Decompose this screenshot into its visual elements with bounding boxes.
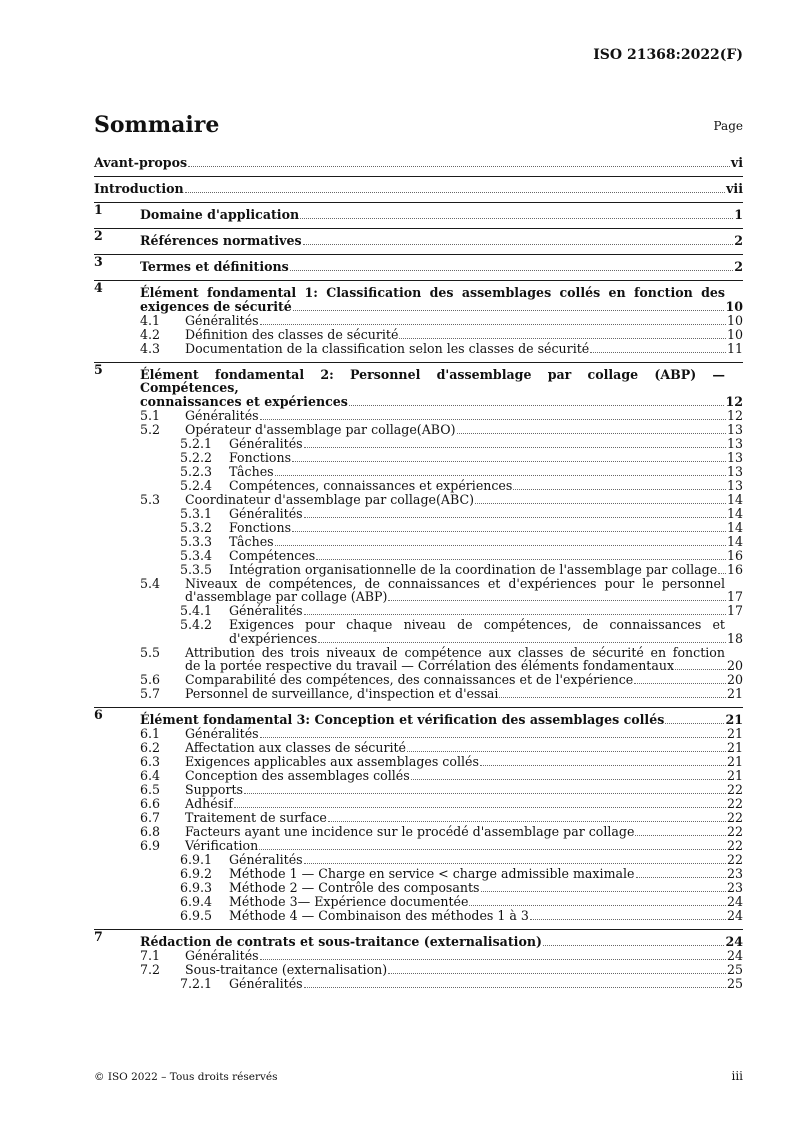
toc-entry-page: 13 xyxy=(726,463,743,479)
toc-entry[interactable] xyxy=(94,811,743,825)
toc-entry[interactable] xyxy=(94,479,743,493)
dot-leader xyxy=(513,488,726,490)
dot-leader xyxy=(635,834,726,836)
toc-entry-page: 21 xyxy=(726,768,743,783)
toc-entry-number: 4.2 xyxy=(140,326,161,342)
toc-entry[interactable] xyxy=(94,549,743,563)
toc-entry-number: 2 xyxy=(94,228,103,243)
toc-entry-number: 6.9.1 xyxy=(180,852,213,867)
toc-entry[interactable] xyxy=(94,535,743,549)
toc-entry-title: Domaine d'application xyxy=(140,207,300,222)
toc-entry-title: Élément fondamental 3: Conception et vérification des assemblages collés xyxy=(140,712,665,727)
dot-leader xyxy=(260,736,726,738)
toc-entry[interactable] xyxy=(94,977,743,991)
toc-entry-title: Généralités xyxy=(229,852,303,867)
toc-entry-page: 1 xyxy=(734,207,743,222)
toc-entry-number: 3 xyxy=(94,254,103,269)
toc-entry-number: 1 xyxy=(94,202,103,217)
toc-entry-page: 14 xyxy=(726,491,743,507)
dot-leader xyxy=(499,696,726,698)
toc-entry[interactable] xyxy=(94,423,743,437)
toc-entry[interactable] xyxy=(94,853,743,867)
toc-entry-page: vii xyxy=(726,181,743,196)
dot-leader xyxy=(185,191,725,193)
toc-entry-page: 17 xyxy=(726,603,743,618)
toc-entry-number: 4 xyxy=(94,280,103,295)
toc-entry-number: 6.5 xyxy=(140,782,161,797)
dot-leader xyxy=(388,599,726,601)
toc-entry[interactable] xyxy=(94,577,743,605)
toc-entry-number: 4.1 xyxy=(140,312,161,328)
toc-entry[interactable] xyxy=(94,929,743,949)
toc-entry-number: 7 xyxy=(94,929,103,944)
toc-entry-title: Généralités xyxy=(229,505,303,521)
toc-entry-page: 10 xyxy=(726,312,743,328)
dot-leader xyxy=(260,958,726,960)
toc-entry-page: 12 xyxy=(726,407,743,423)
toc-entry-title: Généralités xyxy=(185,948,259,963)
toc-entry[interactable] xyxy=(94,521,743,535)
toc-entry-number: 5.2.1 xyxy=(180,435,213,451)
toc-entry-number: 6.1 xyxy=(140,726,161,741)
toc-entry-page: 13 xyxy=(726,449,743,465)
toc-entry-number: 6.9.4 xyxy=(180,894,213,909)
toc-entry-number: 6.7 xyxy=(140,810,161,825)
toc-entry-title: Vérification xyxy=(185,838,259,853)
toc-entry-title: Personnel de surveillance, d'inspection et d'essai xyxy=(185,686,499,701)
dot-leader xyxy=(634,682,726,684)
toc-entry-title: Introduction xyxy=(94,181,184,196)
toc-entry-number: 6.8 xyxy=(140,824,161,839)
toc-entry-page: 14 xyxy=(726,505,743,521)
toc-entry-page: 23 xyxy=(726,866,743,881)
toc-entry-number: 5.5 xyxy=(140,644,161,660)
toc-entry-number: 7.2 xyxy=(140,962,161,977)
toc-entry[interactable] xyxy=(94,409,743,423)
dot-leader xyxy=(292,530,726,532)
toc-entry-number: 5.2 xyxy=(140,421,161,437)
toc-entry-title: Généralités xyxy=(229,435,303,451)
toc-entry-title: Facteurs ayant une incidence sur le procédé d'assemblage par collage xyxy=(185,824,635,839)
toc-entry[interactable] xyxy=(94,202,743,222)
toc-entry-number: 6.9.2 xyxy=(180,866,213,881)
toc-entry-number: 6.9.5 xyxy=(180,908,213,923)
toc-entry-title: Affectation aux classes de sécurité xyxy=(185,740,406,755)
toc-entry-title: Définition des classes de sécurité xyxy=(185,326,399,342)
toc-entry[interactable] xyxy=(94,895,743,909)
toc-entry[interactable] xyxy=(94,563,743,577)
toc-entry-number: 5.3.1 xyxy=(180,505,213,521)
toc-entry-page: vi xyxy=(730,155,743,170)
toc-entry[interactable] xyxy=(94,867,743,881)
toc-entry-page: 22 xyxy=(726,838,743,853)
toc-entry-number: 5.6 xyxy=(140,672,161,687)
toc-entry[interactable] xyxy=(94,949,743,963)
toc-entry-title: Fonctions xyxy=(229,449,292,465)
toc-entry-title: Conception des assemblages collés xyxy=(185,768,410,783)
dot-leader xyxy=(411,778,726,780)
toc-entry[interactable] xyxy=(94,839,743,853)
toc-entry-page: 14 xyxy=(726,533,743,549)
toc-entry-number: 7.2.1 xyxy=(180,976,213,991)
toc-entry[interactable] xyxy=(94,342,743,356)
toc-entry-page: 14 xyxy=(726,519,743,535)
dot-leader xyxy=(300,217,733,219)
toc-entry-page: 20 xyxy=(726,658,743,673)
toc-entry-title: Méthode 3— Expérience documentée xyxy=(229,894,469,909)
toc-entry-page: 16 xyxy=(726,561,743,577)
toc-entry[interactable] xyxy=(94,783,743,797)
dot-leader xyxy=(718,572,726,574)
dot-leader xyxy=(259,848,726,850)
toc-entry[interactable] xyxy=(94,451,743,465)
toc-entry-title: Attribution des trois niveaux de compétence aux classes de sécurité en fonction xyxy=(185,644,725,660)
dot-leader xyxy=(275,474,726,476)
dot-leader xyxy=(316,558,726,560)
toc-entry[interactable] xyxy=(94,797,743,811)
dot-leader xyxy=(457,432,726,434)
dot-leader xyxy=(543,944,725,946)
toc-entry-title: Élément fondamental 1: Classification des assemblages collés en fonction des xyxy=(140,285,725,300)
toc-entry-title: Fonctions xyxy=(229,519,292,535)
toc-entry-page: 24 xyxy=(726,894,743,909)
toc-entry-title: exigences de sécurité xyxy=(140,298,292,314)
toc-entry-title: Généralités xyxy=(229,976,303,991)
toc-entry-title: Intégration organisationnelle de la coordination de l'assemblage par collage xyxy=(229,561,718,577)
toc-entry-page: 22 xyxy=(726,810,743,825)
toc-entry-title: Élément fondamental 2: Personnel d'assemblage par collage (ABP) — Compétences, xyxy=(140,366,725,395)
toc-entry-page: 21 xyxy=(726,686,743,701)
dot-leader xyxy=(318,641,726,643)
toc-entry-title: Compétences, connaissances et expériences xyxy=(229,477,513,493)
toc-entry-number: 6.9.3 xyxy=(180,880,213,895)
toc-entry-page: 13 xyxy=(726,435,743,451)
dot-leader xyxy=(304,986,726,988)
toc-entry[interactable] xyxy=(94,362,743,409)
toc-entry[interactable] xyxy=(94,755,743,769)
dot-leader xyxy=(590,351,726,353)
toc-entry-page: 2 xyxy=(734,259,743,274)
toc-entry-number: 6.6 xyxy=(140,796,161,811)
toc-entry-number: 5.3.5 xyxy=(180,561,213,577)
dot-leader xyxy=(399,337,726,339)
dot-leader xyxy=(292,460,726,462)
toc-entry[interactable] xyxy=(94,727,743,741)
toc-entry-title: Avant-propos xyxy=(94,155,188,170)
page-title: Sommaire xyxy=(94,112,220,138)
dot-leader xyxy=(234,806,726,808)
toc-entry-number: 5.3.4 xyxy=(180,547,213,563)
footer-page-number: iii xyxy=(731,1069,743,1083)
dot-leader xyxy=(303,243,734,245)
dot-leader xyxy=(530,918,726,920)
toc-entry-title: Rédaction de contrats et sous-traitance (externalisation) xyxy=(140,934,542,949)
dot-leader xyxy=(481,890,726,892)
dot-leader xyxy=(260,418,726,420)
toc-entry[interactable] xyxy=(94,881,743,895)
toc-entry-page: 21 xyxy=(726,740,743,755)
toc-entry[interactable] xyxy=(94,618,743,646)
dot-leader xyxy=(304,862,726,864)
toc-entry-number: 6.9 xyxy=(140,838,161,853)
dot-leader xyxy=(388,972,726,974)
toc-entry-page: 20 xyxy=(726,672,743,687)
dot-leader xyxy=(328,820,726,822)
toc-entry-title: Méthode 4 — Combinaison des méthodes 1 à 3 xyxy=(229,908,529,923)
toc-entry-title: Exigences pour chaque niveau de compétences, de connaissances et xyxy=(229,617,725,632)
toc-entry-page: 22 xyxy=(726,782,743,797)
toc-entry-page: 24 xyxy=(725,934,743,949)
toc-entry-number: 5.3.3 xyxy=(180,533,213,549)
toc-entry-number: 5.7 xyxy=(140,686,161,701)
toc-entry-number: 5.2.2 xyxy=(180,449,213,465)
toc-entry[interactable] xyxy=(94,909,743,923)
toc-entry[interactable] xyxy=(94,769,743,783)
toc-entry-title: Sous-traitance (externalisation) xyxy=(185,962,388,977)
toc-entry-number: 5.3 xyxy=(140,491,161,507)
toc-entry-number: 7.1 xyxy=(140,948,161,963)
toc-entry-title: Méthode 1 — Charge en service < charge admissible maximale xyxy=(229,866,635,881)
toc-entry-page: 12 xyxy=(725,393,743,409)
dot-leader xyxy=(407,750,726,752)
dot-leader xyxy=(675,668,726,670)
toc-entry[interactable] xyxy=(94,604,743,618)
dot-leader xyxy=(275,544,726,546)
toc-entry-title: Traitement de surface xyxy=(185,810,327,825)
toc-entry-page: 22 xyxy=(726,824,743,839)
toc-entry-number: 5.4.2 xyxy=(180,617,213,632)
toc-entry-title: Généralités xyxy=(185,726,259,741)
toc-entry[interactable] xyxy=(94,280,743,314)
toc-entry-title: Généralités xyxy=(229,603,303,618)
toc-entry-title: Généralités xyxy=(185,407,259,423)
toc-entry[interactable] xyxy=(94,328,743,342)
toc-entry-page: 24 xyxy=(726,908,743,923)
toc-entry-title: d'assemblage par collage (ABP) xyxy=(185,589,388,604)
toc-entry-title: d'expériences xyxy=(229,630,318,646)
toc-entry[interactable] xyxy=(94,687,743,701)
toc-entry-page: 24 xyxy=(726,948,743,963)
toc-entry[interactable] xyxy=(94,963,743,977)
dot-leader xyxy=(304,613,726,615)
toc-entry[interactable] xyxy=(94,507,743,521)
toc-entry-title: de la portée respective du travail — Corrélation des éléments fondamentaux xyxy=(185,658,675,673)
toc-entry[interactable] xyxy=(94,673,743,687)
toc-entry-number: 5.3.2 xyxy=(180,519,213,535)
toc-entry-number: 5.1 xyxy=(140,407,161,423)
dot-leader xyxy=(304,516,726,518)
dot-leader xyxy=(469,904,726,906)
dot-leader xyxy=(480,764,726,766)
toc-entry-title: Coordinateur d'assemblage par collage(ABC) xyxy=(185,491,474,507)
toc-entry-page: 25 xyxy=(726,976,743,991)
toc-entry[interactable] xyxy=(94,314,743,328)
toc-entry-number: 4.3 xyxy=(140,340,161,356)
toc-entry-title: Compétences xyxy=(229,547,316,563)
footer-copyright: © ISO 2022 – Tous droits réservés xyxy=(94,1071,278,1083)
toc-entry-number: 6.3 xyxy=(140,754,161,769)
toc-entry-page: 21 xyxy=(726,726,743,741)
toc-entry-page: 25 xyxy=(726,962,743,977)
toc-entry-title: Adhésif xyxy=(185,796,233,811)
toc-entry-title: Supports xyxy=(185,782,243,797)
toc-entry-number: 5.2.3 xyxy=(180,463,213,479)
toc-entry-number: 5 xyxy=(94,361,103,377)
dot-leader xyxy=(349,404,725,406)
toc-entry-title: Termes et définitions xyxy=(140,259,289,274)
toc-entry[interactable] xyxy=(94,707,743,727)
toc-entry-title: Niveaux de compétences, de connaissances et d'expériences pour le personnel xyxy=(185,575,725,591)
toc-entry-number: 5.4.1 xyxy=(180,603,213,618)
page-column-label: Page xyxy=(713,119,743,133)
toc-entry[interactable] xyxy=(94,825,743,839)
toc-entry-title: Opérateur d'assemblage par collage(ABO) xyxy=(185,421,456,437)
toc-entry-number: 5.2.4 xyxy=(180,477,213,493)
dot-leader xyxy=(475,502,726,504)
toc-entry[interactable] xyxy=(94,646,743,674)
toc-entry[interactable] xyxy=(94,228,743,248)
toc-entry-title: Tâches xyxy=(229,533,274,549)
toc-entry-page: 13 xyxy=(726,477,743,493)
dot-leader xyxy=(304,446,726,448)
toc-entry-page: 2 xyxy=(734,233,743,248)
toc-entry-number: 5.4 xyxy=(140,575,161,591)
dot-leader xyxy=(665,722,724,724)
toc-entry[interactable] xyxy=(94,176,743,196)
toc-entry-page: 23 xyxy=(726,880,743,895)
toc-entry-page: 21 xyxy=(725,712,743,727)
toc-entry-page: 21 xyxy=(726,754,743,769)
document-reference: ISO 21368:2022(F) xyxy=(593,47,743,63)
toc-entry-page: 22 xyxy=(726,852,743,867)
toc-entry-page: 10 xyxy=(726,326,743,342)
toc-entry[interactable] xyxy=(94,156,743,170)
toc-entry-page: 17 xyxy=(726,589,743,604)
toc-entry-page: 13 xyxy=(726,421,743,437)
dot-leader xyxy=(260,323,726,325)
toc-entry-title: Comparabilité des compétences, des connaissances et de l'expérience xyxy=(185,672,634,687)
toc-entry-page: 11 xyxy=(726,340,743,356)
toc-entry[interactable] xyxy=(94,741,743,755)
toc-entry-number: 6 xyxy=(94,707,103,722)
dot-leader xyxy=(244,792,726,794)
toc-entry[interactable] xyxy=(94,254,743,274)
toc-entry-title: Exigences applicables aux assemblages collés xyxy=(185,754,479,769)
toc-entry-page: 18 xyxy=(726,630,743,646)
table-of-contents xyxy=(94,156,743,991)
toc-entry-title: connaissances et expériences xyxy=(140,393,348,409)
toc-entry[interactable] xyxy=(94,437,743,451)
dot-leader xyxy=(636,876,726,878)
toc-entry-number: 6.4 xyxy=(140,768,161,783)
dot-leader xyxy=(293,309,725,311)
toc-entry[interactable] xyxy=(94,493,743,507)
toc-entry-title: Méthode 2 — Contrôle des composants xyxy=(229,880,480,895)
toc-entry-number: 6.2 xyxy=(140,740,161,755)
toc-entry[interactable] xyxy=(94,465,743,479)
toc-entry-page: 10 xyxy=(725,298,743,314)
toc-entry-title: Documentation de la classification selon les classes de sécurité xyxy=(185,340,590,356)
dot-leader xyxy=(188,165,730,167)
toc-entry-page: 16 xyxy=(726,547,743,563)
toc-entry-title: Références normatives xyxy=(140,233,302,248)
dot-leader xyxy=(290,269,733,271)
toc-entry-page: 22 xyxy=(726,796,743,811)
toc-entry-title: Généralités xyxy=(185,312,259,328)
toc-entry-title: Tâches xyxy=(229,463,274,479)
